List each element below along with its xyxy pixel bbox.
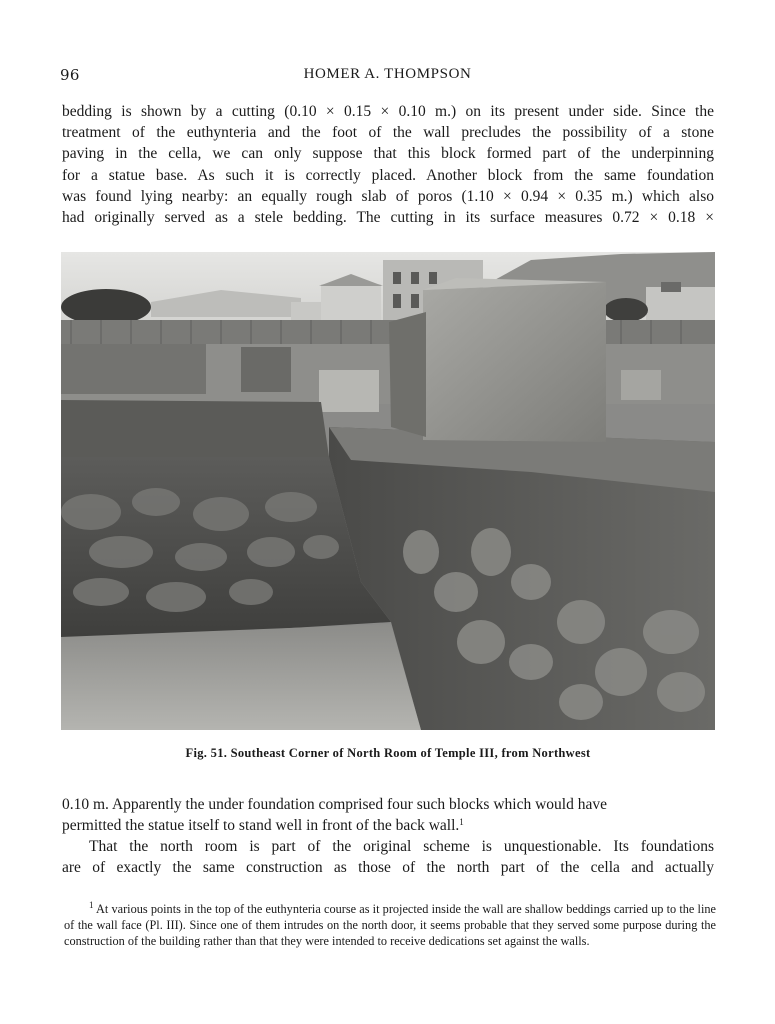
page-header bbox=[60, 66, 715, 86]
paragraph-2 bbox=[62, 794, 714, 836]
paragraph-3-line: That the north room is part of the original scheme is unquestionable. Its foundations bbox=[89, 838, 714, 855]
paragraph-1-line: treatment of the euthynteria and the foot of the wall precludes the possibility of a stone bbox=[62, 124, 714, 142]
paragraph-2-line bbox=[62, 815, 714, 836]
paragraph-1-line: for a statue base. As such it is correctly placed. Another block from the same foundation bbox=[62, 166, 714, 184]
figure-photograph bbox=[61, 252, 715, 730]
paragraph-3-line: are of exactly the same construction as those of the north part of the cella and actually bbox=[62, 859, 714, 877]
paragraph-1-line: was found lying nearby: an equally rough slab of poros (1.10 × 0.94 × 0.35 m.) which also bbox=[62, 187, 714, 205]
figure-caption: Fig. 51. Southeast Corner of North Room of Temple III, from Northwest bbox=[185, 746, 591, 760]
paragraph-1-line: paving in the cella, we can only suppose that this block formed part of the underpinning bbox=[62, 145, 714, 163]
paragraph-1-line: had originally served as a stele bedding. The cutting in its surface measures 0.72 × 0.18 × bbox=[62, 209, 714, 227]
paragraph-3 bbox=[62, 836, 714, 878]
paragraph-2-line: 0.10 m. Apparently the under foundation comprised four such blocks which would have bbox=[62, 796, 607, 813]
excavation-photo bbox=[61, 252, 715, 730]
footnote-text: At various points in the top of the euthynteria course as it projected inside the wall are shallow beddings carried up to the line of the wall face (Pl. III). Since one of them intrudes on the north door, it seems probable that they served some purpose during the construction of the building rather than that they were intended to receive dedications set against the walls. bbox=[64, 902, 716, 948]
page-number: 96 bbox=[60, 66, 80, 84]
paragraph-1 bbox=[62, 101, 714, 228]
running-head: HOMER A. THOMPSON bbox=[303, 66, 472, 82]
paragraph-2-line-text: permitted the statue itself to stand well in front of the back wall. bbox=[62, 817, 460, 835]
footnote bbox=[64, 901, 716, 949]
footnote-marker: 1 bbox=[89, 900, 94, 910]
footnote-reference[interactable]: 1 bbox=[459, 817, 464, 828]
paragraph-1-line: bedding is shown by a cutting (0.10 × 0.15 × 0.10 m.) on its present under side. Since the bbox=[62, 103, 714, 120]
